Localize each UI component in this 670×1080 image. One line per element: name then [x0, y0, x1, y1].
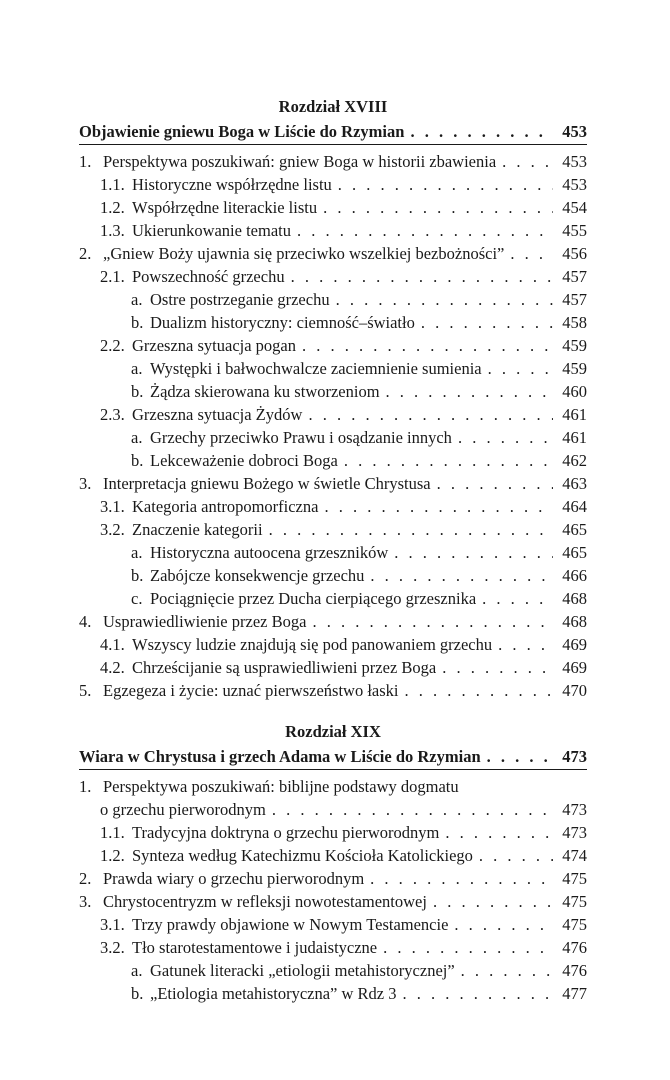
entry-label: Egzegeza i życie: uznać pierwszeństwo łaski: [103, 681, 399, 700]
toc-entry[interactable]: [79, 890, 587, 913]
entry-number: 1.1.: [100, 823, 125, 842]
entry-label: Historyczna autoocena grzeszników: [150, 543, 389, 562]
entry-page: 458: [562, 313, 587, 332]
entry-label: Kategoria antropomorficzna: [132, 497, 319, 516]
entry-page: 477: [562, 984, 587, 1003]
leader-dots: [454, 913, 553, 936]
toc-entry[interactable]: [79, 426, 587, 449]
toc-entry[interactable]: [79, 449, 587, 472]
toc-entry[interactable]: [79, 518, 587, 541]
leader-dots: [394, 541, 553, 564]
entry-label: Znaczenie kategorii: [132, 520, 263, 539]
entry-label: Prawda wiary o grzechu pierworodnym: [103, 869, 365, 888]
entry-number: 2.1.: [100, 267, 125, 286]
leader-dots: [410, 119, 553, 144]
entry-label: Historyczne współrzędne listu: [132, 175, 332, 194]
entry-page: 475: [562, 892, 587, 911]
entry-number: 1.: [79, 777, 92, 796]
toc-entry[interactable]: [79, 775, 587, 798]
chapter-heading: Rozdział XIX: [285, 722, 381, 741]
entry-page: 474: [562, 846, 587, 865]
toc-entry[interactable]: [79, 196, 587, 219]
entry-label: Pociągnięcie przez Ducha cierpiącego grzesznika: [150, 589, 477, 608]
toc-entry[interactable]: [79, 334, 587, 357]
entry-number: b.: [131, 313, 144, 332]
toc-entry[interactable]: [79, 173, 587, 196]
entry-page: 473: [562, 823, 587, 842]
leader-dots: [344, 449, 553, 472]
entry-number: 4.2.: [100, 658, 125, 677]
toc-entry[interactable]: [79, 959, 587, 982]
leader-dots: [291, 265, 553, 288]
entry-label: Chrześcijanie są usprawiedliwieni przez Boga: [132, 658, 437, 677]
toc-entry[interactable]: [79, 867, 587, 890]
toc-entry[interactable]: [79, 821, 587, 844]
entry-label: Trzy prawdy objawione w Nowym Testamencie: [132, 915, 449, 934]
entry-number: a.: [131, 961, 143, 980]
entry-number: a.: [131, 543, 143, 562]
entry-page: 468: [562, 589, 587, 608]
entry-label: Żądza skierowana ku stworzeniom: [150, 382, 380, 401]
entry-label: Zabójcze konsekwencje grzechu: [150, 566, 365, 585]
toc-entry[interactable]: [79, 656, 587, 679]
entry-page: 461: [562, 405, 587, 424]
chapter-title: Wiara w Chrystusa i grzech Adama w Liście do Rzymian: [79, 747, 481, 766]
entry-label: Usprawiedliwienie przez Boga: [103, 612, 307, 631]
entry-page: 476: [562, 938, 587, 957]
toc-entry[interactable]: [79, 587, 587, 610]
toc-entry[interactable]: [79, 844, 587, 867]
toc-entry[interactable]: [79, 936, 587, 959]
entry-page: 465: [562, 543, 587, 562]
toc-entry[interactable]: [79, 913, 587, 936]
entry-label: Grzechy przeciwko Prawu i osądzanie innych: [150, 428, 452, 447]
entry-page: 457: [562, 290, 587, 309]
entry-number: 2.3.: [100, 405, 125, 424]
entry-label: Perspektywa poszukiwań: biblijne podstawy dogmatu: [103, 777, 459, 796]
entry-number: 2.: [79, 244, 92, 263]
leader-dots: [510, 242, 553, 265]
leader-dots: [488, 357, 553, 380]
chapter-heading: Rozdział XVIII: [278, 97, 388, 116]
chapter-title-row[interactable]: [79, 119, 587, 145]
toc-entry[interactable]: [79, 288, 587, 311]
leader-dots: [482, 587, 553, 610]
leader-dots: [502, 150, 553, 173]
leader-dots: [336, 288, 553, 311]
leader-dots: [487, 744, 553, 769]
toc-entry[interactable]: [79, 242, 587, 265]
entry-page: 463: [562, 474, 587, 493]
leader-dots: [433, 890, 553, 913]
entry-page: 475: [562, 869, 587, 888]
toc-entry[interactable]: [79, 679, 587, 702]
leader-dots: [272, 798, 553, 821]
leader-dots: [269, 518, 553, 541]
entry-page: 459: [562, 336, 587, 355]
entry-number: 1.: [79, 152, 92, 171]
leader-dots: [458, 426, 553, 449]
entry-page: 465: [562, 520, 587, 539]
leader-dots: [383, 936, 553, 959]
leader-dots: [338, 173, 553, 196]
toc-entry[interactable]: [79, 472, 587, 495]
entry-page: 459: [562, 359, 587, 378]
entry-page: 461: [562, 428, 587, 447]
chapter-title-row[interactable]: [79, 744, 587, 770]
entry-page: 460: [562, 382, 587, 401]
entry-label: „Etiologia metahistoryczna” w Rdz 3: [150, 984, 397, 1003]
chapter-title: Objawienie gniewu Boga w Liście do Rzymian: [79, 122, 405, 141]
entry-number: a.: [131, 359, 143, 378]
entry-label: Ostre postrzeganie grzechu: [150, 290, 330, 309]
toc-entry[interactable]: [79, 150, 587, 173]
entry-number: 2.2.: [100, 336, 125, 355]
toc-entry[interactable]: [79, 380, 587, 403]
chapter-page: 473: [562, 747, 587, 766]
toc-entry[interactable]: [79, 265, 587, 288]
entry-label: Synteza według Katechizmu Kościoła Katolickiego: [132, 846, 473, 865]
leader-dots: [437, 472, 553, 495]
entry-page: 457: [562, 267, 587, 286]
leader-dots: [312, 610, 553, 633]
entry-number: 1.1.: [100, 175, 125, 194]
entry-label: Tło starotestamentowe i judaistyczne: [132, 938, 378, 957]
leader-dots: [324, 495, 553, 518]
entry-page: 469: [562, 635, 587, 654]
entry-label: Powszechność grzechu: [132, 267, 285, 286]
entry-number: 1.3.: [100, 221, 125, 240]
leader-dots: [386, 380, 553, 403]
entry-number: 3.1.: [100, 915, 125, 934]
entry-label: Perspektywa poszukiwań: gniew Boga w historii zbawienia: [103, 152, 497, 171]
leader-dots: [323, 196, 553, 219]
leader-dots: [405, 679, 554, 702]
leader-dots: [479, 844, 553, 867]
leader-dots: [403, 982, 553, 1005]
leader-dots: [498, 633, 553, 656]
entry-number: 3.: [79, 474, 92, 493]
entry-page: 464: [562, 497, 587, 516]
toc-entry[interactable]: [79, 541, 587, 564]
entry-number: 4.1.: [100, 635, 125, 654]
entry-page: 476: [562, 961, 587, 980]
leader-dots: [297, 219, 553, 242]
entry-number: b.: [131, 566, 144, 585]
entry-number: b.: [131, 451, 144, 470]
entry-page: 466: [562, 566, 587, 585]
entry-number: 1.2.: [100, 198, 125, 217]
toc-entry-continuation[interactable]: [79, 798, 587, 821]
entry-number: 3.1.: [100, 497, 125, 516]
entry-label: Chrystocentryzm w refleksji nowotestamentowej: [103, 892, 427, 911]
entry-page: 462: [562, 451, 587, 470]
entry-label: Wszyscy ludzie znajdują się pod panowaniem grzechu: [132, 635, 493, 654]
entry-page: 468: [562, 612, 587, 631]
toc-entry[interactable]: [79, 495, 587, 518]
entry-label: Grzeszna sytuacja pogan: [132, 336, 297, 355]
leader-dots: [461, 959, 553, 982]
chapter-gap: [79, 702, 587, 720]
entry-label: Grzeszna sytuacja Żydów: [132, 405, 303, 424]
entry-label: Interpretacja gniewu Bożego w świetle Chrystusa: [103, 474, 431, 493]
entry-label: Lekceważenie dobroci Boga: [150, 451, 338, 470]
toc-entry[interactable]: [79, 311, 587, 334]
entry-number: 2.: [79, 869, 92, 888]
toc-entry[interactable]: [79, 357, 587, 380]
chapter-page: 453: [562, 122, 587, 141]
entry-number: 3.2.: [100, 520, 125, 539]
toc-entry[interactable]: [79, 633, 587, 656]
leader-dots: [308, 403, 553, 426]
entry-page: 469: [562, 658, 587, 677]
toc-entry[interactable]: [79, 564, 587, 587]
entry-number: b.: [131, 382, 144, 401]
entry-label: „Gniew Boży ujawnia się przeciwko wszelkiej bezbożności”: [103, 244, 505, 263]
entry-label: o grzechu pierworodnym: [100, 800, 266, 819]
entry-number: a.: [131, 428, 143, 447]
toc-entry[interactable]: [79, 219, 587, 242]
toc-entry[interactable]: [79, 403, 587, 426]
entry-page: 455: [562, 221, 587, 240]
entry-page: 470: [562, 681, 587, 700]
entry-number: b.: [131, 984, 144, 1003]
entry-number: c.: [131, 589, 143, 608]
entry-page: 454: [562, 198, 587, 217]
leader-dots: [442, 656, 553, 679]
entry-number: 4.: [79, 612, 92, 631]
entry-number: 5.: [79, 681, 92, 700]
toc-entry[interactable]: [79, 982, 587, 1005]
entry-page: 453: [562, 175, 587, 194]
entry-number: 3.2.: [100, 938, 125, 957]
entry-label: Występki i bałwochwalcze zaciemnienie sumienia: [150, 359, 482, 378]
entry-number: 1.2.: [100, 846, 125, 865]
entry-page: 475: [562, 915, 587, 934]
entry-label: Ukierunkowanie tematu: [132, 221, 291, 240]
leader-dots: [302, 334, 553, 357]
entry-label: Współrzędne literackie listu: [132, 198, 318, 217]
entry-page: 473: [562, 800, 587, 819]
leader-dots: [445, 821, 553, 844]
entry-label: Tradycyjna doktryna o grzechu pierworodnym: [132, 823, 440, 842]
toc-content: [79, 95, 587, 1005]
leader-dots: [370, 867, 553, 890]
leader-dots: [370, 564, 553, 587]
entry-label: Gatunek literacki „etiologii metahistorycznej”: [150, 961, 455, 980]
leader-dots: [421, 311, 553, 334]
entry-page: 456: [562, 244, 587, 263]
entry-page: 453: [562, 152, 587, 171]
entry-number: 3.: [79, 892, 92, 911]
entry-label: Dualizm historyczny: ciemność–światło: [150, 313, 415, 332]
toc-entry[interactable]: [79, 610, 587, 633]
entry-number: a.: [131, 290, 143, 309]
